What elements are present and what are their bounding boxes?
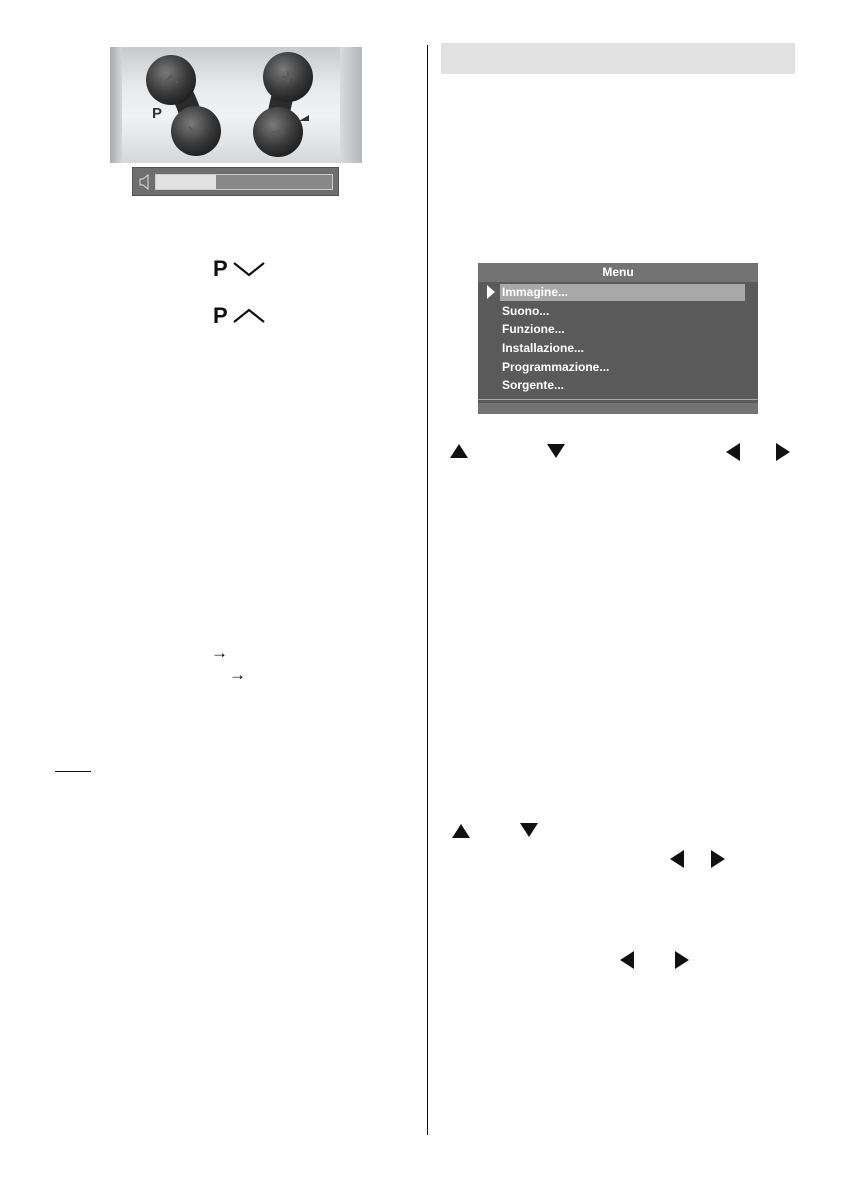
menu-footer <box>478 403 758 414</box>
column-divider <box>427 45 428 1135</box>
panel-buttons-graphic <box>110 47 362 163</box>
chevron-down-icon <box>232 260 266 278</box>
speaker-icon <box>139 174 151 190</box>
note-underline <box>55 771 91 772</box>
tv-control-panel-image <box>110 47 362 163</box>
menu-item-suono[interactable]: Suono... <box>502 304 550 318</box>
down-triangle-icon <box>519 822 539 838</box>
menu-divider <box>478 399 758 400</box>
volume-level-track <box>155 174 333 190</box>
menu-item-programmazione[interactable]: Programmazione... <box>502 360 610 374</box>
panel-p-label: P <box>152 105 163 122</box>
down-triangle-icon <box>546 443 566 459</box>
osd-main-menu <box>478 263 758 414</box>
program-down-button[interactable] <box>171 106 221 156</box>
chevron-up-icon <box>232 307 266 325</box>
menu-item-immagine[interactable]: Immagine... <box>500 284 745 301</box>
volume-osd-bar <box>132 167 339 196</box>
p-down-symbol: P <box>213 256 266 282</box>
program-up-button[interactable] <box>146 55 196 105</box>
up-triangle-icon <box>451 823 471 839</box>
up-triangle-icon <box>449 443 469 459</box>
right-triangle-icon <box>710 849 726 869</box>
selection-pointer-icon <box>486 284 496 300</box>
menu-item-funzione[interactable]: Funzione... <box>502 322 565 336</box>
right-triangle-icon <box>674 950 690 970</box>
volume-level-fill <box>156 175 216 189</box>
p-up-symbol: P <box>213 303 266 329</box>
left-triangle-icon <box>725 442 741 462</box>
menu-item-installazione[interactable]: Installazione... <box>502 341 585 355</box>
right-arrow-icon: → <box>211 643 228 662</box>
left-triangle-icon <box>669 849 685 869</box>
menu-item-sorgente[interactable]: Sorgente... <box>502 378 565 392</box>
menu-title: Menu <box>478 263 758 282</box>
right-arrow-icon: → <box>229 665 246 684</box>
section-header-bar <box>441 43 795 74</box>
left-triangle-icon <box>619 950 635 970</box>
right-triangle-icon <box>775 442 791 462</box>
